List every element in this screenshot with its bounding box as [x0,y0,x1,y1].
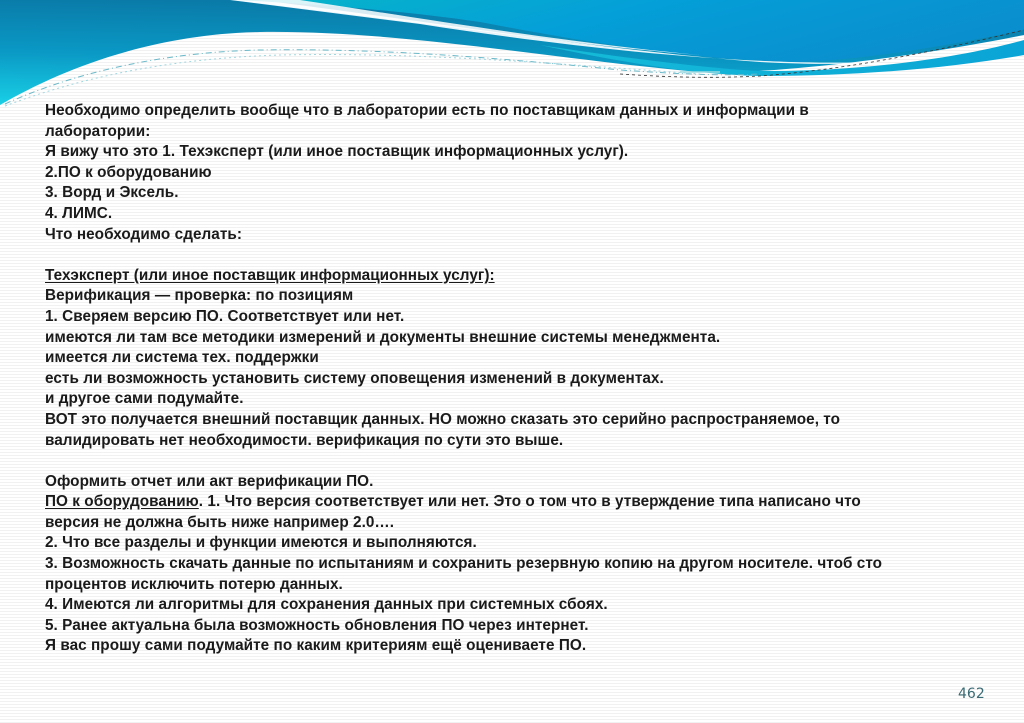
text-line: 4. Имеются ли алгоритмы для сохранения данных при системных сбоях. [45,596,608,614]
text-line: имеются ли там все методики измерений и документы внешние системы менеджмента. [45,328,721,346]
section-heading-tekhekspert: Техэксперт (или иное поставщик информационных услуг): [45,266,495,284]
text-line: 3. Ворд и Эксель. [45,184,179,202]
blank-line [45,451,1005,472]
text-line: 4. ЛИМС. [45,204,113,222]
text-line: 2. Что все разделы и функции имеются и выполняются. [45,534,477,552]
text-line: 5. Ранее актуальна была возможность обновления ПО через интернет. [45,616,589,634]
text-line: Необходимо определить вообще что в лаборатории есть по поставщикам данных и информации в [45,102,809,119]
text-line-rest: . 1. Что версия соответствует или нет. Это о том что в утверждение типа написано что [198,493,861,511]
slide-body-text [45,101,1005,657]
text-line: Что необходимо сделать: [45,225,242,243]
header-wave-decoration [0,0,1024,110]
text-line: и другое сами подумайте. [45,390,244,408]
text-line: валидировать нет необходимости. верификация по сути это выше. [45,431,564,449]
text-line: процентов исключить потерю данных. [45,575,343,593]
text-line: 3. Возможность скачать данные по испытаниям и сохранить резервную копию на другом носителе. чтоб сто [45,555,883,573]
text-line: версия не должна быть ниже например 2.0…. [45,513,395,531]
text-line: Верификация — проверка: по позициям [45,287,354,305]
text-line: Оформить отчет или акт верификации ПО. [45,472,374,490]
text-line-po-equipment [45,492,1005,513]
text-line: Я вас прошу сами подумайте по каким критериям ещё оцениваете ПО. [45,637,587,655]
text-line: ВОТ это получается внешний поставщик данных. НО можно сказать это серийно распространяемое, то [45,410,841,428]
text-line: 2.ПО к оборудованию [45,163,212,181]
section-heading-po-equipment: ПО к оборудованию [45,493,199,511]
text-line: Я вижу что это 1. Техэксперт (или иное поставщик информационных услуг). [45,143,629,161]
text-line: лаборатории: [45,122,151,140]
text-line: имеется ли система тех. поддержки [45,349,319,367]
text-line: есть ли возможность установить систему оповещения изменений в документах. [45,369,664,387]
page-number: 462 [958,686,985,702]
blank-line [45,245,1005,266]
text-line: 1. Сверяем версию ПО. Соответствует или нет. [45,307,405,325]
